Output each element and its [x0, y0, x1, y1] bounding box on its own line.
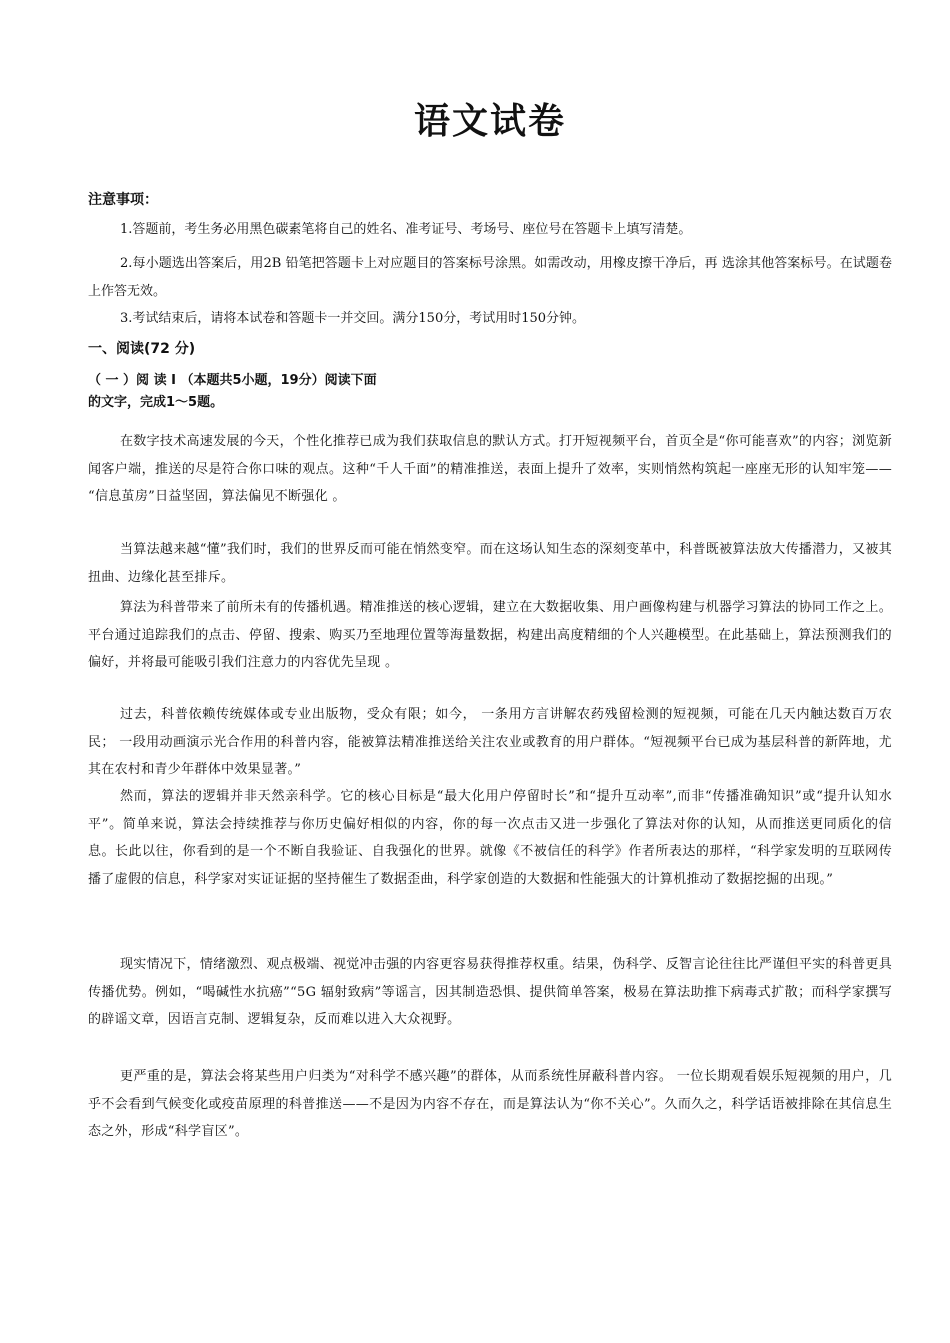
note-item: 1.答题前，考生务必用黑色碳素笔将自己的姓名、准考证号、考场号、座位号在答题卡上填写清楚。	[120, 222, 692, 237]
note-item: 2.每小题选出答案后，用2B 铅笔把答题卡上对应题目的答案标号涂黑。如需改动，用橡皮擦干净后，再 选涂其他答案标号。在试题卷上作答无效。	[88, 256, 892, 299]
page-title: 语文试卷	[413, 101, 566, 142]
note-item: 3.考试结束后，请将本试卷和答题卡一并交回。满分150分，考试用时150分钟。	[120, 311, 586, 326]
paragraph: 更严重的是，算法会将某些用户归类为“对科学不感兴趣”的群体，从而系统性屏蔽科普内容。 一位长期观看娱乐短视频的用户，几乎不会看到气候变化或疫苗原理的科普推送——不是因为内容不存在，而是算法认为“你不关心”。久而久之，科学话语被排除在其信息生态之外，形成“科学盲区”。	[88, 1069, 892, 1139]
notes-heading: 注意事项：	[88, 192, 158, 208]
paragraph: 现实情况下，情绪激烈、观点极端、视觉冲击强的内容更容易获得推荐权重。结果，伪科学、反智言论往往比严谨但平实的科普更具传播优势。例如，“喝碱性水抗癌”“5G 辐射致病”等谣言，因其制造恐惧、提供简单答案，极易在算法助推下病毒式扩散；而科学家撰写的辟谣文章，因语言克制、逻辑复杂，反而难以进入大众视野。	[88, 957, 892, 1027]
paragraph: 算法为科普带来了前所未有的传播机遇。精准推送的核心逻辑，建立在大数据收集、用户画像构建与机器学习算法的协同工作之上。平台通过追踪我们的点击、停留、搜索、购买乃至地理位置等海量数据，构建出高度精细的个人兴趣模型。在此基础上，算法预测我们的偏好，并将最可能吸引我们注意力的内容优先呈现 。	[88, 600, 892, 670]
paragraph: 过去，科普依赖传统媒体或专业出版物，受众有限；如今， 一条用方言讲解农药残留检测的短视频，可能在几天内触达数百万农民； 一段用动画演示光合作用的科普内容，能被算法精准推送给关注农业或教育的用户群体。“短视频平台已成为基层科普的新阵地，尤其在农村和青少年群体中效果显著。”	[88, 707, 892, 777]
paragraph: 在数字技术高速发展的今天，个性化推荐已成为我们获取信息的默认方式。打开短视频平台，首页全是“你可能喜欢”的内容；浏览新闻客户端，推送的尽是符合你口味的观点。这种“千人千面”的精准推送，表面上提升了效率，实则悄然构筑起一座座无形的认知牢笼—— “信息茧房”日益坚固，算法偏见不断强化 。	[88, 434, 892, 504]
paragraph: 然而，算法的逻辑并非天然亲科学。它的核心目标是“最大化用户停留时长”和“提升互动率”,而非“传播准确知识”或“提升认知水平”。简单来说，算法会持续推荐与你历史偏好相似的内容，你的每一次点击又进一步强化了算法对你的认知，从而推送更同质化的信息。长此以往，你看到的是一个不断自我验证、自我强化的世界。就像《不被信任的科学》作者所表达的那样，“科学家发明的互联网传播了虚假的信息，科学家对实证证据的坚持催生了数据歪曲，科学家创造的大数据和性能强大的计算机推动了数据挖掘的出现。”	[88, 789, 892, 887]
paragraph: 当算法越来越“懂”我们时，我们的世界反而可能在悄然变窄。而在这场认知生态的深刻变革中，科普既被算法放大传播潜力，又被其扭曲、边缘化甚至排斥。	[88, 542, 892, 585]
sub-heading: （ 一 ）阅 读 I （本题共5小题，19分）阅读下面的文字，完成1～5题。	[88, 373, 377, 410]
section-heading: 一、阅读(72 分)	[88, 341, 196, 357]
